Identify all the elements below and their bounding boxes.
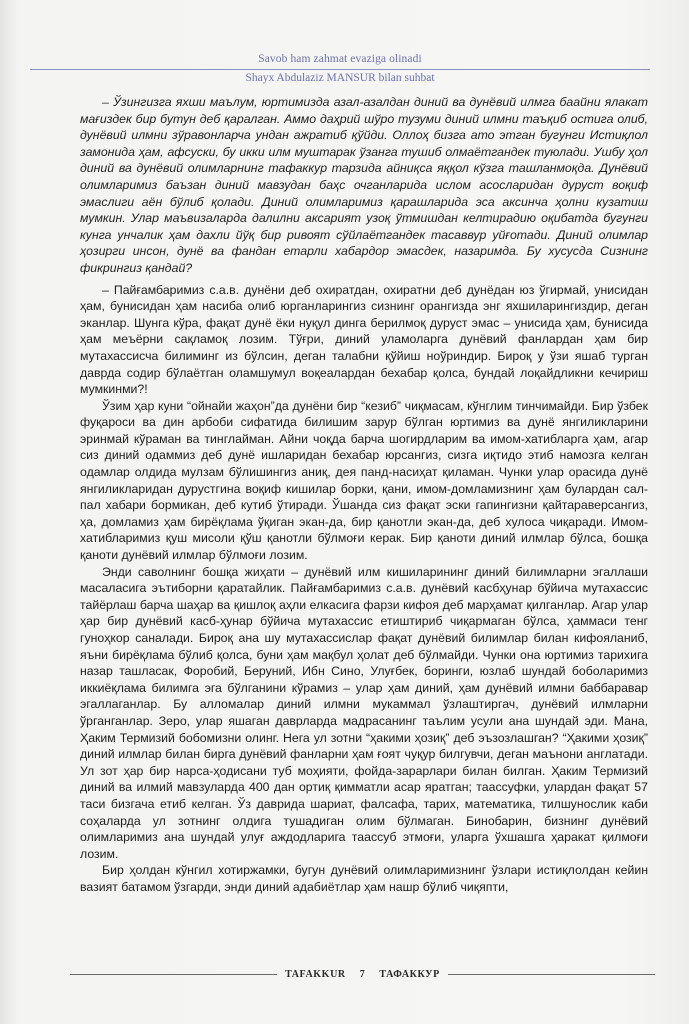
footer-rule-right [448,974,655,975]
answer-paragraph-4: Бир ҳолдан кўнгил хотиржамки, бугун дунёвий олимларимизнинг ўзлари истиқлолдан кейин вазият батамом ўзгарди, энди диний адабиётлар ҳам нашр бўлиб чиқяпти, [80,863,648,894]
header-title: Savob ham zahmat evaziga olinadi [258,53,422,65]
header-subtitle: Shayx Abdulaziz MANSUR bilan suhbat [245,72,435,84]
page-number: 7 [359,968,366,980]
footer-journal-latin: TAFAKKUR [285,968,346,980]
answer-paragraph-3: Энди саволнинг бошқа жиҳати – дунёвий илм кишиларининг диний билимларни эгаллаши масаласига эътиборни қаратайлик. Пайғамбаримиз с.а.в. дунёвий касбҳунар бўйича мутахассис тайёрлаш барча шаҳар ва қишлоқ аҳли елкасига фарзи кифоя деб марҳамат қилганлар. Агар улар ҳар бир дунёвий касб-ҳунар бўйича мутахассис етиштириб чиқармаган бўлса, ҳаммаси тенг гуноҳкор саналади. Бироқ ана шу мутахассислар фақат дунёвий билимлар билан кифояланиб, яъни бирёқлама бўлиб қолса, буни ҳам мақбул ҳолат деб бўлмайди. Чунки она юртимиз тарихига назар ташласак, Форобий, Беруний, Ибн Сино, Улуғбек, боринги, юзлаб шундай боболаримиз иккиёқлама билимга эга бўлганини кўрамиз – улар ҳам диний, ҳам дунёвий илмни баббаравар эгаллаганлар. Бу алломалар диний илмни мукаммал ўзлаштиргач, дунёвий илмларни ўрганганлар. Зеро, улар яшаган даврларда мадрасанинг таълим усули ана шундай эди. Мана, Ҳаким Термизий бобомизни олинг. Нега ул зотни “ҳакими ҳозиқ” деб эъзозлашган? “Ҳакими ҳозиқ” диний илмлар билан бирга дунёвий фанларни ҳам ғоят чуқур билгувчи, деган маънони англатади. Ул зот ҳар бир нарса-ҳодисани туб моҳияти, фойда-зарарлари билан билган. Ҳаким Термизий диний ва илмий мавзуларда 400 дан ортиқ қимматли асар яратган; таассуфки, улардан фақат 57 таси бизгача етиб келган. Ўз даврида шариат, фалсафа, тарих, математика, тилшунослик каби соҳаларда ул зотнинг олдига тушадиган олим бўлмаган. Бинобарин, бизнинг дунёвий олимларимиз ана шундай улуғ аждодларига таассуб этмоғи, уларга ўхшашга ҳаракат қилмоғи лозим. [80,564,648,861]
interview-question: – Ўзингизга яхши маълум, юртимизда азал-азалдан диний ва дунёвий илмга баайни ялакат мағиздек бир бутун деб қаралган. Аммо даҳрий шўро тузуми диний илмни таъқиб остига олиб, дунёвий илмни зўравонларча ундан ажратиб қўйди. Оллоҳ бизга ато этган бугунги Истиқлол замонида ҳам, афсуски, бу икки илм муштарак ўзанга тушиб олмаётгандек туюлади. Ушбу ҳол диний ва дунёвий олимларнинг тафаккур тарзида айниқса яққол кўзга ташланмоқда. Дунёвий олимларимиз баъзан диний мавзудан баҳс очганларида ислом асосларидан дуруст воқиф эмаслиги аён бўлиб қолади. Диний олимларимиз қарашларида эса аксинча ҳолни кузатиш мумкин. Улар маъвизаларда далилни аксарият узоқ ўтмишдан келтирадию оқибатда бугунги кунга унчалик ҳам дахли йўқ бир ривоят сўйлаётгандек тасаввур уйғотади. Диний олимлар ҳозирги инсон, дунё ва фандан етарли хабардор эмасдек, назаримда. Бу хусусда Сизнинг фикрингиз қандай? [80,95,648,275]
answer-paragraph-2: Ўзим ҳар куни “ойнайи жаҳон”да дунёни бир “кезиб” чиқмасам, кўнглим тинчимайди. Бир ўзбек фуқароси ва дин арбоби сифатида билишим зарур бўлган юртимиз ва дунё янгиликларини эринмай кўраман ва тинглайман. Айни чоқда барча шогирдларим ва имом-хатибларга ҳам, агар сиз диний одаммиз деб дунё ишларидан бехабар юрсангиз, сизга иқтидо этиб намозга келган одамлар олдида мулзам бўлишингиз аниқ, дея панд-насиҳат қиламан. Чунки улар орасида дунё янгиликларидан дурустгина воқиф кишилар борки, қани, имом-домламизнинг ҳам булардан сал-пал хабари бормикан, деб кутиб ўтиради. Ўшанда сиз фақат эски гапингизни қайтараверсангиз, ҳа, домламиз ҳам бирёқлама ўқиган экан-да, бир қанотли экан-да, деб хулоса чиқаради. Имом-хатибларимиз қуш мисоли қўш қанотли бўлмоғи керак. Бир қаноти диний илмлар бўлса, бошқа қаноти дунёвий илмлар бўлмоғи лозим. [80,398,648,563]
header-rule [30,69,650,70]
article-body [80,94,648,896]
running-header [30,52,650,85]
answer-paragraph-1: – Пайғамбаримиз с.а.в. дунёни деб охиратдан, охиратни деб дунёдан юз ўгирмай, унисидан ҳам, бунисидан ҳам насиба олиб юрганларингиз сизнинг орангизда энг яхшиларингиздир, деган эканлар. Шунга кўра, фақат дунё ёки нуқул динга берилмоқ дуруст эмас – унисида ҳам, бунисида ҳам меъёрни сақламоқ лозим. Тўғри, диний уламоларга дунёвий фанлардан ҳам бир мутахассисча билиминг из бўлсин, деган талабни қўйиш ноўриндир. Бироқ у ўзи яшаб турган даврда содир бўлаётган оламшумул воқеалардан бехабар қолса, бундай лоқайдликни кечириш мумкинми?! [80,282,648,397]
footer-rule-left [70,974,277,975]
page-footer [70,966,655,982]
footer-journal-cyrillic: ТАФАККУР [379,968,440,980]
